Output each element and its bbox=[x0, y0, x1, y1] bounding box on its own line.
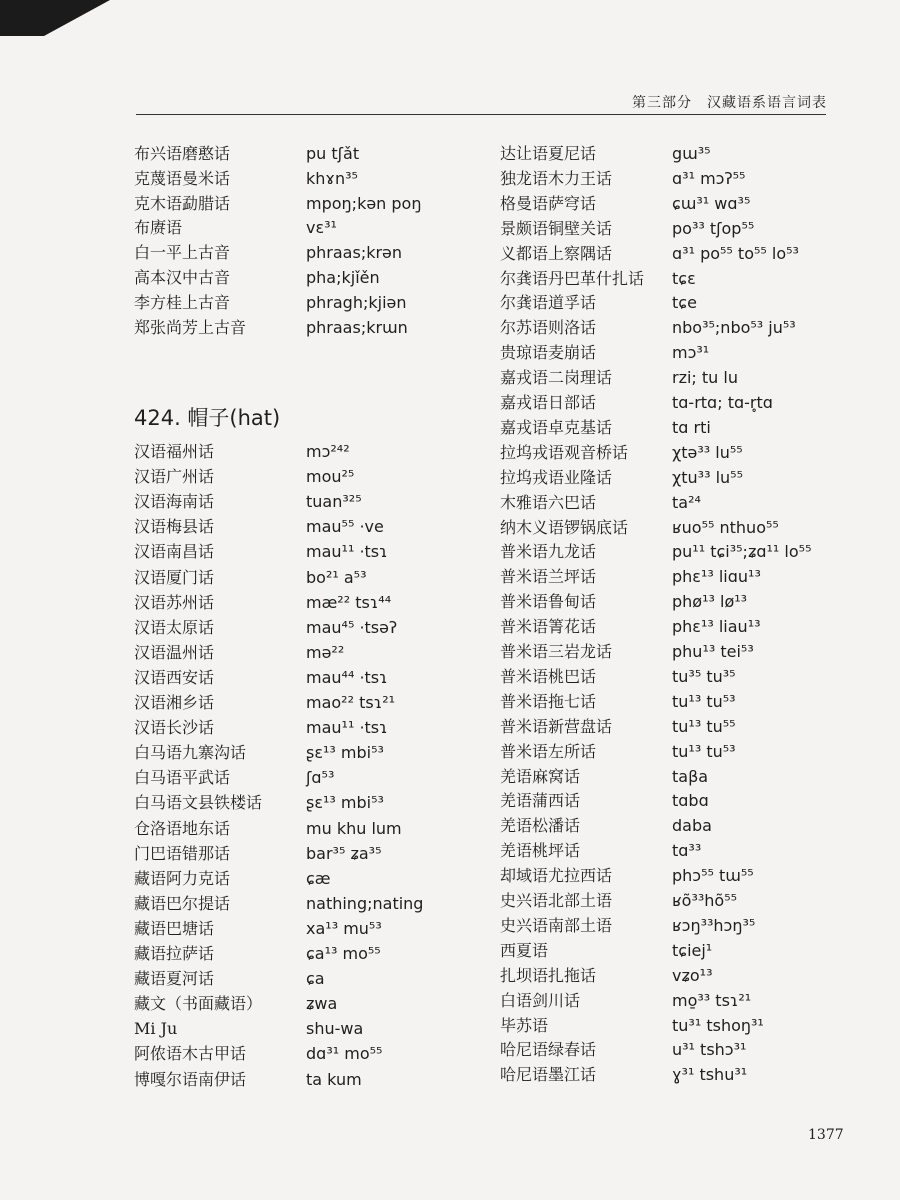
transcription: ɕa bbox=[306, 969, 325, 989]
language-name: 史兴语北部土语 bbox=[500, 891, 613, 910]
language-name: 汉语湘乡话 bbox=[134, 693, 215, 712]
transcription: mæ²² tsɿ⁴⁴ bbox=[306, 592, 392, 612]
language-name: 布赓语 bbox=[134, 218, 183, 238]
transcription: mo̱³³ tsɿ²¹ bbox=[672, 990, 752, 1010]
transcription: tu³¹ tshoŋ³¹ bbox=[672, 1015, 764, 1035]
language-name: 普米语九龙话 bbox=[500, 542, 597, 562]
language-name: 哈尼语绿春话 bbox=[500, 1040, 597, 1060]
transcription: tɕe bbox=[672, 293, 697, 313]
transcription: mau¹¹ ·tsɿ bbox=[306, 718, 388, 738]
transcription: bo²¹ a⁵³ bbox=[306, 567, 367, 587]
language-name: 汉语福州话 bbox=[134, 442, 215, 461]
language-name: 拉坞戎语观音桥话 bbox=[500, 442, 629, 462]
language-name: 仓洛语地东话 bbox=[134, 818, 231, 838]
transcription: vɛ³¹ bbox=[306, 218, 337, 238]
scan-shadow bbox=[0, 0, 110, 36]
transcription: po³³ tʃop⁵⁵ bbox=[672, 218, 755, 238]
language-name: 嘉戎语卓克基话 bbox=[500, 417, 613, 437]
transcription: mɔ²⁴² bbox=[306, 442, 350, 461]
language-name: 阿侬语木古甲话 bbox=[134, 1044, 247, 1064]
transcription: mau⁴⁴ ·tsɿ bbox=[306, 667, 388, 687]
transcription: mə²² bbox=[306, 642, 345, 662]
transcription: phraas;krɯn bbox=[306, 317, 408, 337]
language-name: 汉语厦门话 bbox=[134, 567, 215, 587]
transcription: gɯ³⁵ bbox=[672, 144, 711, 163]
language-name: 毕苏语 bbox=[500, 1015, 549, 1035]
transcription: nathing;nating bbox=[306, 893, 424, 913]
transcription: pu¹¹ tɕi³⁵;ʑɑ¹¹ lo⁵⁵ bbox=[672, 542, 812, 562]
language-name: 尔龚语道孚话 bbox=[500, 293, 597, 313]
language-name: 木雅语六巴话 bbox=[500, 492, 597, 512]
transcription: χtə³³ lu⁵⁵ bbox=[672, 442, 743, 462]
transcription: tɕɛ bbox=[672, 268, 696, 288]
language-name: 藏文（书面藏语） bbox=[134, 994, 263, 1014]
transcription: tɕiej¹ bbox=[672, 940, 713, 960]
language-name: 羌语松潘话 bbox=[500, 816, 581, 836]
transcription: tɑ rti bbox=[672, 417, 711, 437]
transcription: daba bbox=[672, 816, 712, 836]
language-name: 汉语梅县话 bbox=[134, 517, 215, 537]
language-name: 白马语九寨沟话 bbox=[134, 743, 247, 763]
transcription: tɑ³³ bbox=[672, 841, 702, 861]
language-name: 羌语麻窝话 bbox=[500, 766, 581, 786]
language-name: 普米语新营盘话 bbox=[500, 716, 613, 736]
transcription: ʁɔŋ³³hɔŋ³⁵ bbox=[672, 915, 756, 935]
transcription: mu khu lum bbox=[306, 818, 402, 838]
language-name: 汉语温州话 bbox=[134, 642, 215, 662]
transcription: tu¹³ tu⁵³ bbox=[672, 741, 736, 761]
language-name: 汉语海南话 bbox=[134, 492, 215, 512]
transcription: rzi; tu lu bbox=[672, 368, 738, 388]
language-name: 藏语阿力克话 bbox=[134, 868, 231, 888]
transcription: ɕa¹³ mo⁵⁵ bbox=[306, 944, 381, 963]
transcription: mao²² tsɿ²¹ bbox=[306, 693, 396, 712]
language-name: 汉语广州话 bbox=[134, 467, 215, 487]
transcription: pu tʃǎt bbox=[306, 144, 360, 163]
transcription: mɔ³¹ bbox=[672, 343, 710, 363]
language-name: 汉语苏州话 bbox=[134, 592, 215, 612]
transcription: ɣ³¹ tshu³¹ bbox=[672, 1065, 748, 1085]
language-name: 白一平上古音 bbox=[134, 243, 231, 263]
language-name: 史兴语南部土语 bbox=[500, 915, 613, 935]
language-name: 汉语南昌话 bbox=[134, 542, 215, 562]
language-name: 普米语桃巴话 bbox=[500, 666, 597, 686]
transcription: dɑ³¹ mo⁵⁵ bbox=[306, 1044, 383, 1064]
transcription: ʁuo⁵⁵ nthuo⁵⁵ bbox=[672, 517, 779, 537]
language-name: 义都语上察隅话 bbox=[500, 243, 613, 263]
transcription: taβa bbox=[672, 766, 709, 786]
transcription: bar³⁵ ʑa³⁵ bbox=[306, 843, 382, 863]
transcription: tɑbɑ bbox=[672, 791, 709, 811]
transcription: phɛ¹³ liɑu¹³ bbox=[672, 567, 761, 587]
language-name: 普米语兰坪话 bbox=[500, 567, 597, 587]
transcription: ʂɛ¹³ mbi⁵³ bbox=[306, 793, 384, 813]
transcription: χtu³³ lu⁵⁵ bbox=[672, 467, 743, 487]
transcription: ʂɛ¹³ mbi⁵³ bbox=[306, 743, 384, 763]
language-name: 汉语长沙话 bbox=[134, 718, 215, 738]
transcription: ʁõ³³hõ⁵⁵ bbox=[672, 891, 738, 910]
language-name: 藏语巴塘话 bbox=[134, 918, 215, 938]
language-name: 高本汉中古音 bbox=[134, 268, 231, 287]
transcription: phɔ⁵⁵ tɯ⁵⁵ bbox=[672, 866, 754, 886]
language-name: 汉语太原话 bbox=[134, 617, 215, 637]
language-name: 藏语夏河话 bbox=[134, 969, 215, 989]
language-name: 扎坝语扎拖话 bbox=[500, 965, 597, 985]
language-name: 白马语平武话 bbox=[134, 768, 231, 788]
language-name: 博嘎尔语南伊话 bbox=[134, 1069, 247, 1089]
language-name: 嘉戎语二岗理话 bbox=[500, 368, 613, 388]
transcription: phraas;krən bbox=[306, 243, 403, 263]
language-name: 克木语勐腊话 bbox=[134, 193, 231, 213]
transcription: ɕæ bbox=[306, 868, 331, 888]
transcription: mau⁴⁵ ·tsəʔ bbox=[306, 617, 398, 637]
language-name: 格曼语萨穹话 bbox=[500, 193, 597, 213]
language-name: 李方桂上古音 bbox=[134, 292, 231, 312]
language-name: 藏语巴尔提话 bbox=[134, 893, 231, 913]
language-name: 克蔑语曼米话 bbox=[134, 168, 231, 188]
transcription: phragh;kjiən bbox=[306, 292, 407, 312]
transcription: ɕɯ³¹ wɑ³⁵ bbox=[672, 193, 751, 213]
language-name: 羌语蒲西话 bbox=[500, 791, 581, 811]
language-name: 尔苏语则洛话 bbox=[500, 318, 597, 338]
language-name: 白马语文县铁楼话 bbox=[134, 793, 263, 813]
transcription: mau¹¹ ·tsɿ bbox=[306, 542, 388, 562]
language-name: 羌语桃坪话 bbox=[500, 841, 581, 861]
transcription: ɑ³¹ mɔʔ⁵⁵ bbox=[672, 168, 746, 188]
language-name: 达让语夏尼话 bbox=[500, 144, 597, 163]
language-name: 嘉戎语日部话 bbox=[500, 393, 597, 412]
language-name: 普米语三岩龙话 bbox=[500, 642, 613, 661]
transcription: ʑwa bbox=[306, 994, 338, 1014]
language-name: 普米语箐花话 bbox=[500, 617, 597, 637]
language-name: 布兴语磨憨话 bbox=[134, 144, 231, 163]
language-name: 哈尼语墨江话 bbox=[500, 1065, 597, 1085]
page-number: 1377 bbox=[808, 1127, 844, 1143]
language-name: 汉语西安话 bbox=[134, 667, 215, 687]
language-name: 普米语左所话 bbox=[500, 741, 597, 761]
transcription: phɛ¹³ liau¹³ bbox=[672, 617, 761, 637]
transcription: mau⁵⁵ ·ve bbox=[306, 517, 384, 537]
language-name: 却域语尤拉西话 bbox=[500, 866, 613, 886]
language-name: 藏语拉萨话 bbox=[134, 944, 215, 963]
language-name: 拉坞戎语业隆话 bbox=[500, 467, 613, 487]
transcription: khɤn³⁵ bbox=[306, 168, 358, 188]
transcription: xa¹³ mu⁵³ bbox=[306, 918, 382, 938]
language-name: 纳木义语锣锅底话 bbox=[500, 517, 629, 537]
transcription: tu¹³ tu⁵³ bbox=[672, 691, 736, 711]
transcription: ɑ³¹ po⁵⁵ to⁵⁵ lo⁵³ bbox=[672, 243, 799, 263]
running-header: 第三部分 汉藏语系语言词表 bbox=[632, 95, 827, 111]
transcription: mpoŋ;kən poŋ bbox=[306, 193, 422, 213]
language-name: 门巴语错那话 bbox=[134, 843, 231, 863]
language-name: 普米语拖七话 bbox=[500, 691, 597, 711]
transcription: tu¹³ tu⁵⁵ bbox=[672, 716, 736, 736]
language-name: 贵琼语麦崩话 bbox=[500, 343, 597, 363]
transcription: tuan³²⁵ bbox=[306, 492, 362, 512]
transcription: tu³⁵ tu³⁵ bbox=[672, 666, 736, 686]
transcription: vʑo¹³ bbox=[672, 965, 713, 985]
transcription: phu¹³ tei⁵³ bbox=[672, 642, 754, 661]
language-name: Mi Ju bbox=[134, 1019, 178, 1039]
language-name: 普米语鲁甸话 bbox=[500, 592, 597, 612]
header-rule bbox=[136, 114, 826, 115]
transcription: pha;kjǐěn bbox=[306, 268, 380, 287]
section-title: 424. 帽子(hat) bbox=[134, 406, 281, 430]
transcription: u³¹ tshɔ³¹ bbox=[672, 1040, 747, 1060]
language-name: 景颇语铜壁关话 bbox=[500, 218, 613, 238]
transcription: shu-wa bbox=[306, 1019, 364, 1039]
transcription: nbo³⁵;nbo⁵³ ju⁵³ bbox=[672, 318, 796, 338]
transcription: phø¹³ lø¹³ bbox=[672, 592, 748, 612]
transcription: tɑ-rtɑ; tɑ-r̥tɑ bbox=[672, 393, 773, 412]
language-name: 郑张尚芳上古音 bbox=[134, 317, 247, 337]
language-name: 西夏语 bbox=[500, 940, 549, 960]
transcription: ta kum bbox=[306, 1069, 362, 1089]
language-name: 尔龚语丹巴革什扎话 bbox=[500, 268, 645, 288]
transcription: mou²⁵ bbox=[306, 467, 355, 487]
language-name: 独龙语木力王话 bbox=[500, 168, 613, 188]
language-name: 白语剑川话 bbox=[500, 990, 581, 1010]
transcription: ʃɑ⁵³ bbox=[306, 768, 335, 788]
transcription: ta²⁴ bbox=[672, 492, 701, 512]
